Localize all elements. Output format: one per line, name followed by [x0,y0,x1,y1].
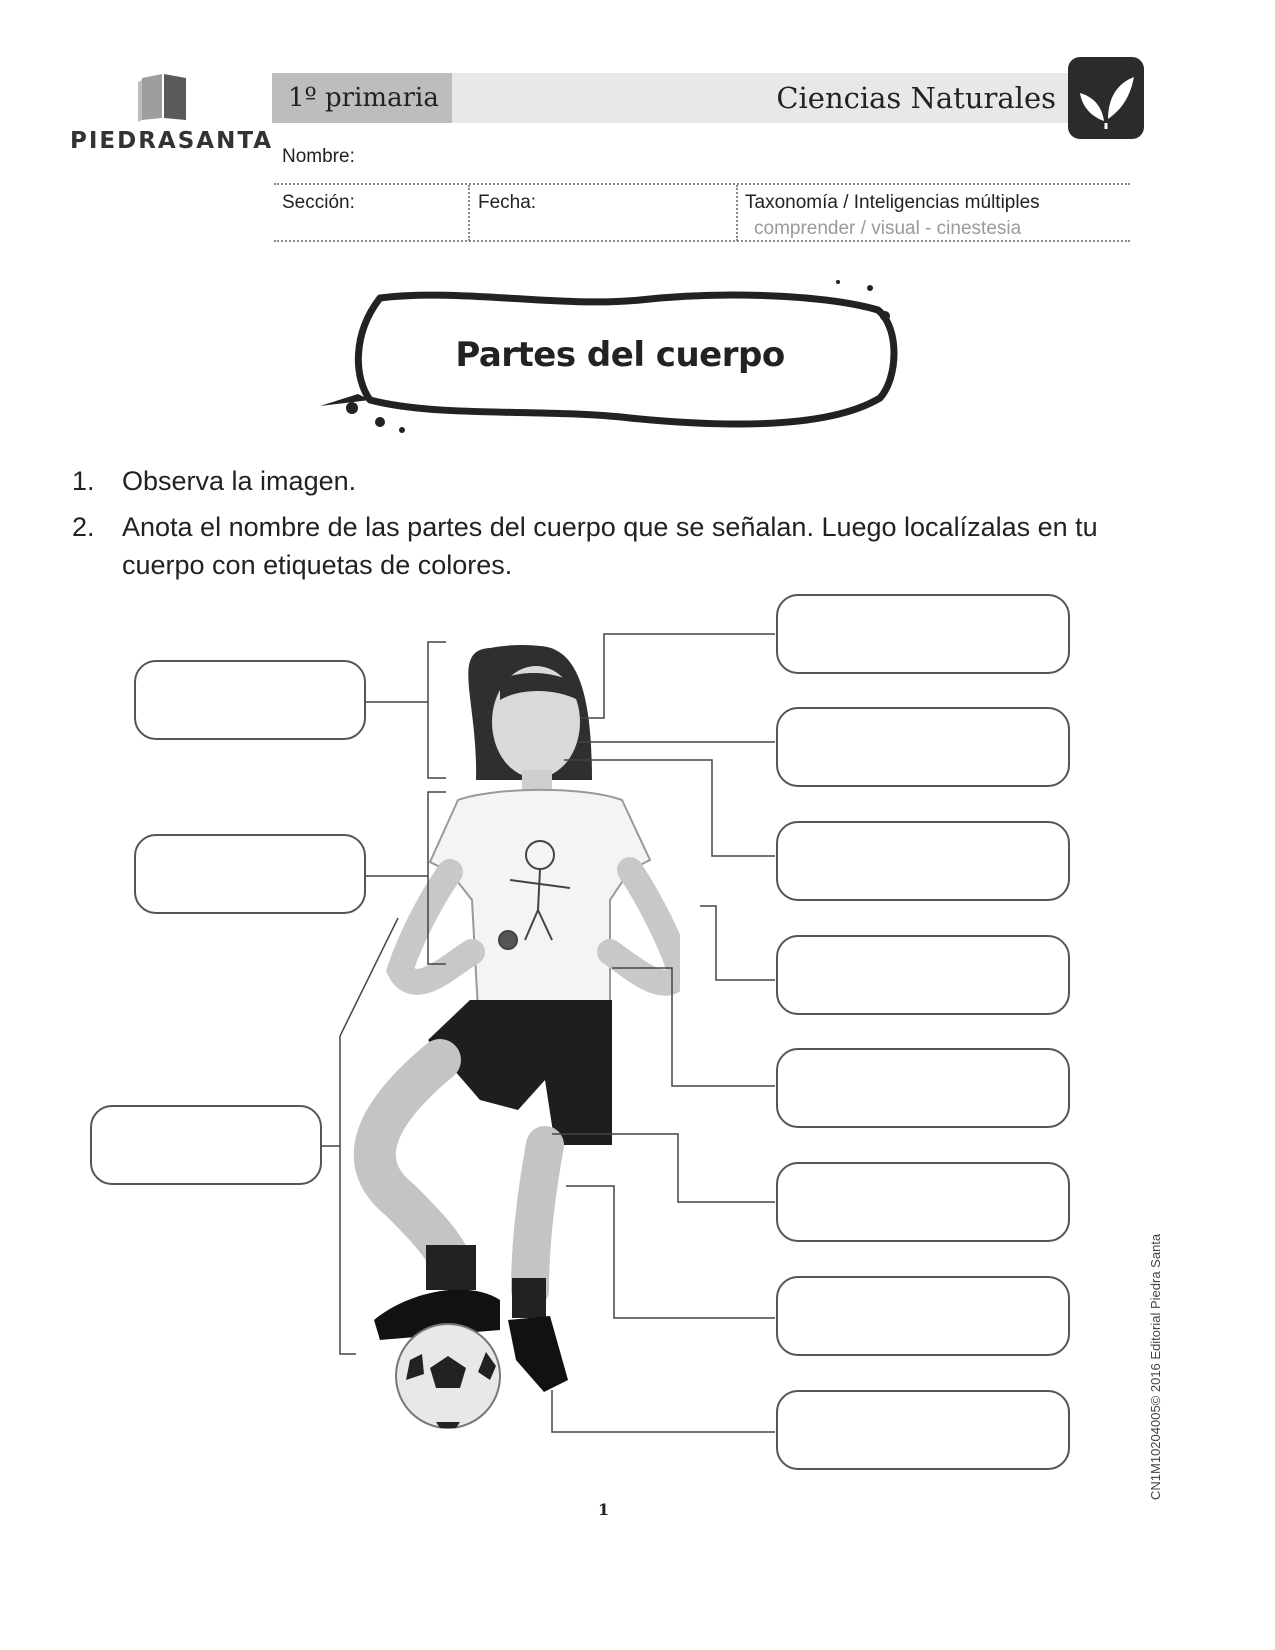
answer-box[interactable] [776,1048,1070,1128]
page-number: 1 [598,1500,610,1519]
date-label: Fecha: [478,192,537,213]
answer-box[interactable] [776,594,1070,674]
answer-box[interactable] [134,834,366,914]
answer-box[interactable] [776,1162,1070,1242]
publisher-name: PIEDRASANTA [70,128,274,154]
taxonomy-value: comprender / visual - cinestesia [754,218,1022,239]
answer-box[interactable] [90,1105,322,1185]
grade-label: 1º primaria [272,73,452,123]
taxonomy-label: Taxonomía / Inteligencias múltiples [745,192,1040,213]
answer-box[interactable] [776,1276,1070,1356]
answer-box[interactable] [776,707,1070,787]
instruction-text: Anota el nombre de las partes del cuerpo que se señalan. Luego localízalas en tu cuerpo con etiquetas de colores. [122,512,1098,580]
instruction-text: Observa la imagen. [122,466,357,496]
copyright-text: CN1M10204005© 2016 Editorial Piedra Santa [1148,1233,1163,1500]
answer-box[interactable] [776,821,1070,901]
instruction-number: 2. [72,512,95,542]
subject-title: Ciencias Naturales [452,73,1072,123]
name-label: Nombre: [282,146,355,167]
answer-box[interactable] [134,660,366,740]
section-label: Sección: [282,192,355,213]
instruction-number: 1. [72,466,95,496]
worksheet-title: Partes del cuerpo [455,335,785,375]
answer-box[interactable] [776,935,1070,1015]
answer-box[interactable] [776,1390,1070,1470]
